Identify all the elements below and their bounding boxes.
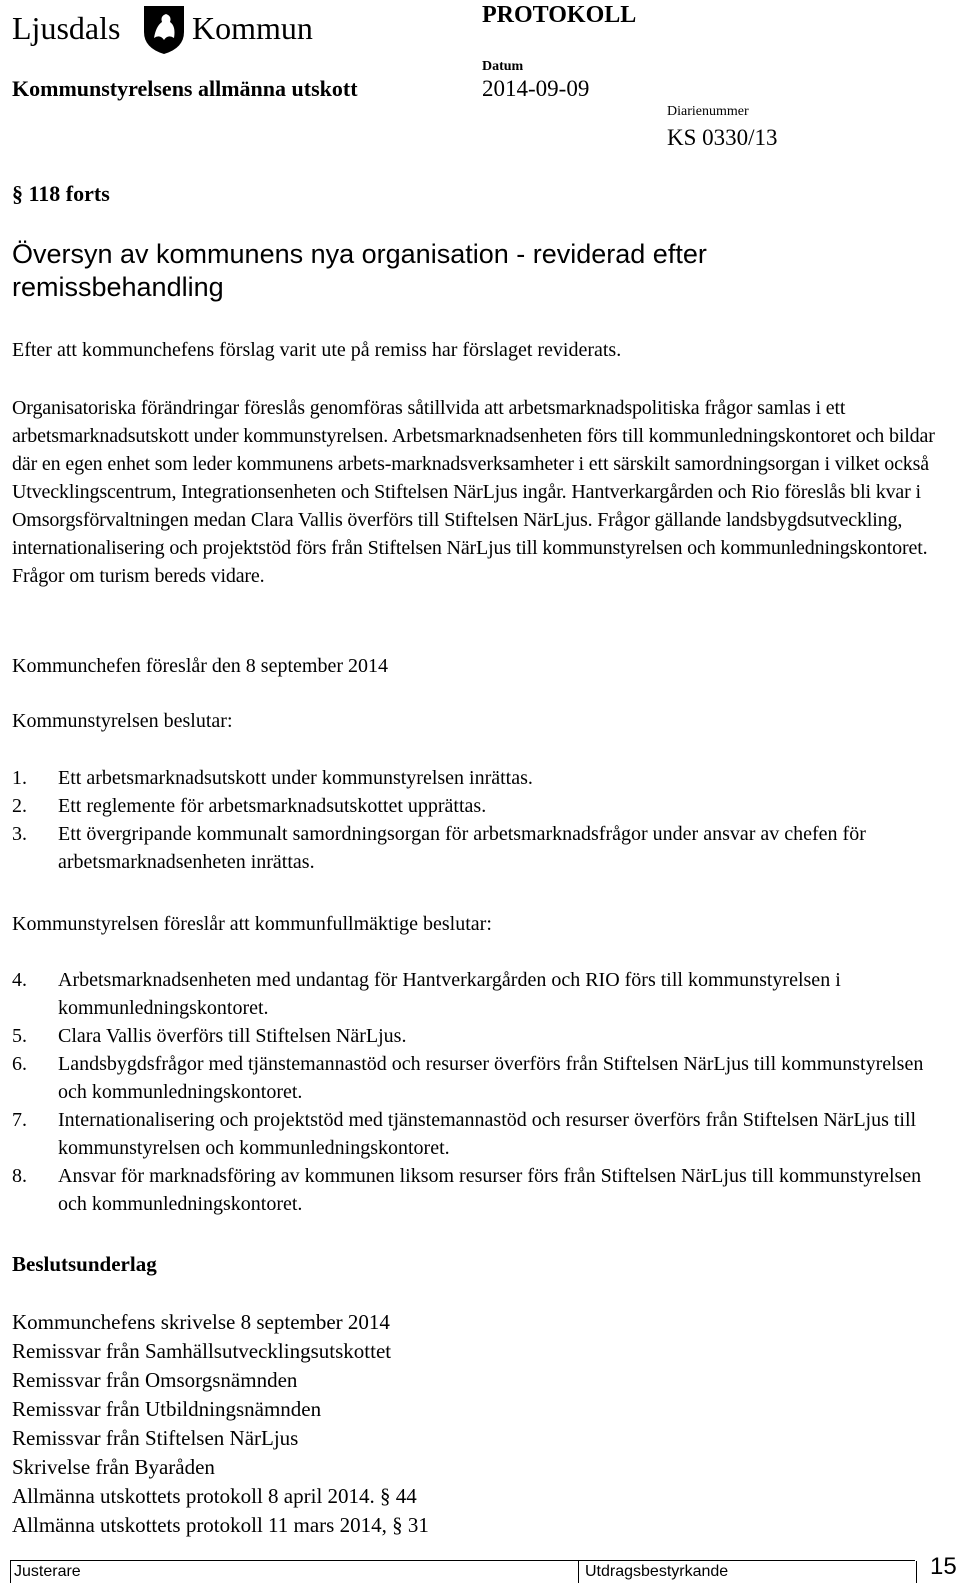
basis-item: Allmänna utskottets protokoll 8 april 2014. § 44 xyxy=(12,1484,417,1508)
list-item-text: Ett reglemente för arbetsmarknadsutskottet upprättas. xyxy=(58,795,487,817)
list-item xyxy=(12,820,952,876)
list-item-number: 4. xyxy=(12,969,27,991)
basis-item: Remissvar från Stiftelsen NärLjus xyxy=(12,1426,299,1450)
decision-list-1 xyxy=(12,764,952,876)
document-type: PROTOKOLL xyxy=(482,2,637,28)
list-item xyxy=(12,966,952,1022)
page-number: 15 xyxy=(930,1553,957,1580)
basis-item: Allmänna utskottets protokoll 11 mars 2014, § 31 xyxy=(12,1513,429,1537)
list-item xyxy=(12,1050,952,1106)
logo xyxy=(12,4,342,64)
list-item-number: 1. xyxy=(12,767,27,789)
list-item xyxy=(12,1022,952,1050)
crest-icon xyxy=(142,4,186,56)
basis-heading: Beslutsunderlag xyxy=(12,1252,157,1276)
basis-item: Remissvar från Utbildningsnämnden xyxy=(12,1397,322,1421)
registration-number-value: KS 0330/13 xyxy=(667,125,778,150)
footer-divider xyxy=(578,1561,579,1583)
list-item-number: 6. xyxy=(12,1053,27,1075)
list-item-number: 2. xyxy=(12,795,27,817)
list-item-text: Arbetsmarknadsenheten med undantag för Hantverkargården och RIO förs till kommunstyrelsen i kommunledningskontoret. xyxy=(58,969,841,1019)
committee-name: Kommunstyrelsens allmänna utskott xyxy=(12,76,358,101)
logo-text-left: Ljusdals xyxy=(12,10,121,46)
logo-text-right: Kommun xyxy=(192,10,313,46)
list-item-text: Landsbygdsfrågor med tjänstemannastöd och resurser överförs från Stiftelsen NärLjus till kommunstyrelsen och kommunledningskontoret. xyxy=(58,1053,924,1103)
justerare-label: Justerare xyxy=(14,1563,81,1580)
list-item-text: Ett arbetsmarknadsutskott under kommunstyrelsen inrättas. xyxy=(58,767,533,789)
list-item xyxy=(12,1162,952,1218)
registration-number-label: Diarienummer xyxy=(667,104,749,119)
basis-item: Remissvar från Samhällsutvecklingsutskottet xyxy=(12,1339,392,1363)
list-item-text: Clara Vallis överförs till Stiftelsen NärLjus. xyxy=(58,1025,407,1047)
list-item-text: Ansvar för marknadsföring av kommunen liksom resurser förs från Stiftelsen NärLjus till kommunstyrelsen och kommunledningskontoret. xyxy=(58,1165,922,1215)
basis-item: Remissvar från Omsorgsnämnden xyxy=(12,1368,298,1392)
body-paragraph-5: Kommunstyrelsen föreslår att kommunfullmäktige beslutar: xyxy=(12,913,492,935)
date-label: Datum xyxy=(482,59,524,74)
utdragsbestyrkande-label: Utdragsbestyrkande xyxy=(585,1563,729,1580)
basis-item: Skrivelse från Byaråden xyxy=(12,1455,215,1479)
body-paragraph-4: Kommunstyrelsen beslutar: xyxy=(12,710,233,732)
decision-list-2 xyxy=(12,966,952,1218)
basis-item: Kommunchefens skrivelse 8 september 2014 xyxy=(12,1310,390,1334)
paragraph-number: § 118 forts xyxy=(12,181,110,206)
list-item-number: 8. xyxy=(12,1165,27,1187)
list-item-text: Ett övergripande kommunalt samordningsorgan för arbetsmarknadsfrågor under ansvar av chefen för arbetsmarknadsenheten inrättas. xyxy=(58,823,866,873)
list-item xyxy=(12,1106,952,1162)
section-title: Översyn av kommunens nya organisation - reviderad efter remissbehandling xyxy=(12,239,707,302)
list-item-number: 5. xyxy=(12,1025,27,1047)
list-item xyxy=(12,764,952,792)
list-item xyxy=(12,792,952,820)
list-item-number: 3. xyxy=(12,823,27,845)
body-paragraph-2: Organisatoriska förändringar föreslås genomföras såtillvida att arbetsmarknadspolitiska frågor samlas i ett arbetsmarknadsutskott under kommunstyrelsen. Arbetsmarknadsenheten förs till kommunledningskontoret och bildar där en egen enhet som leder kommunens arbets-marknadsverksamheter i ett särskilt samordningsorgan i vilket också Utvecklingscentrum, Integrationsenheten och Stiftelsen NärLjus ingår. Hantverkargården och Rio föreslås bli kvar i Omsorgsförvaltningen medan Clara Vallis överförs till Stiftelsen NärLjus. Frågor gällande landsbygdsutveckling, internationalisering och projektstöd förs från Stiftelsen NärLjus till kommunstyrelsen och kommunledningskontoret. Frågor om turism bereds vidare. xyxy=(12,397,935,587)
list-item-number: 7. xyxy=(12,1109,27,1131)
body-paragraph-1: Efter att kommunchefens förslag varit ute på remiss har förslaget reviderats. xyxy=(12,339,622,361)
basis-list xyxy=(12,1308,912,1540)
list-item-text: Internationalisering och projektstöd med tjänstemannastöd och resurser överförs från Stiftelsen NärLjus till kommunstyrelsen och kommunledningskontoret. xyxy=(58,1109,917,1159)
footer-box xyxy=(10,1561,917,1583)
date-value: 2014-09-09 xyxy=(482,76,590,101)
body-paragraph-3: Kommunchefen föreslår den 8 september 2014 xyxy=(12,655,388,677)
